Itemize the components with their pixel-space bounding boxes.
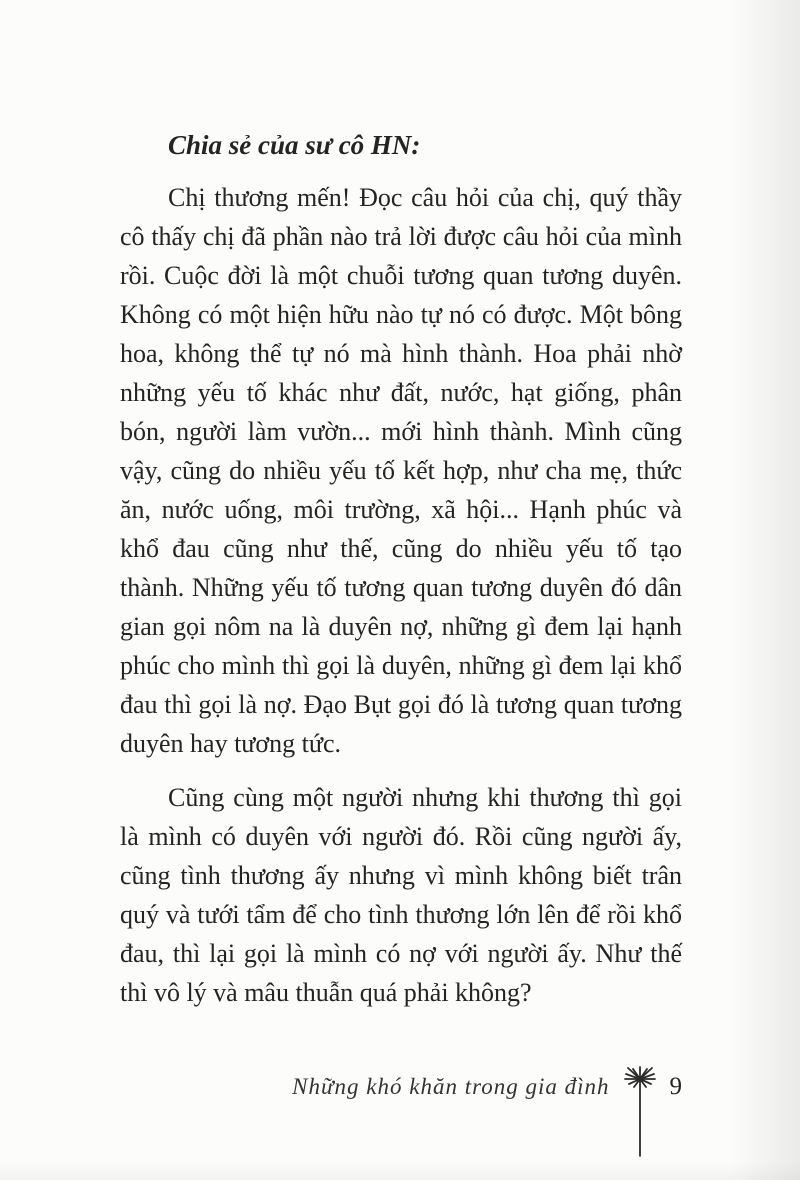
scan-edge-shadow-bottom (0, 1162, 800, 1180)
body-paragraph: Cũng cùng một người nhưng khi thương thì gọi là mình có duyên với người đó. Rồi cũng người ấy, cũng tình thương ấy nhưng vì mình không biết trân quý và tưới tẩm để cho tình thương lớn lên để rồi khổ đau, thì lại gọi là mình có nợ với người ấy. Như thế thì vô lý và mâu thuẫn quá phải không? (120, 783, 682, 1007)
scan-edge-shadow (730, 0, 800, 1180)
page-number: 9 (669, 1073, 682, 1100)
body-paragraph: Chị thương mến! Đọc câu hỏi của chị, quý thầy cô thấy chị đã phần nào trả lời được câu hỏi của mình rồi. Cuộc đời là một chuỗi tương quan tương duyên. Không có một hiện hữu nào tự nó có được. Một bông hoa, không thể tự nó mà hình thành. Hoa phải nhờ những yếu tố khác như đất, nước, hạt giống, phân bón, người làm vườn... mới hình thành. Mình cũng vậy, cũng do nhiều yếu tố kết hợp, như cha mẹ, thức ăn, nước uống, môi trường, xã hội... Hạnh phúc và khổ đau cũng như thế, cũng do nhiều yếu tố tạo thành. Những yếu tố tương quan tương duyên đó dân gian gọi nôm na là duyên nợ, những gì đem lại hạnh phúc cho mình thì gọi là duyên, những gì đem lại khổ đau thì gọi là nợ. Đạo Bụt gọi đó là tương quan tương duyên hay tương tức. (120, 183, 682, 758)
tree-icon (622, 1072, 658, 1094)
running-title: Những khó khăn trong gia đình (292, 1074, 610, 1099)
section-heading: Chia sẻ của sư cô HN: (168, 130, 421, 160)
book-page-text-block (120, 128, 682, 1027)
page-footer (120, 1072, 682, 1101)
